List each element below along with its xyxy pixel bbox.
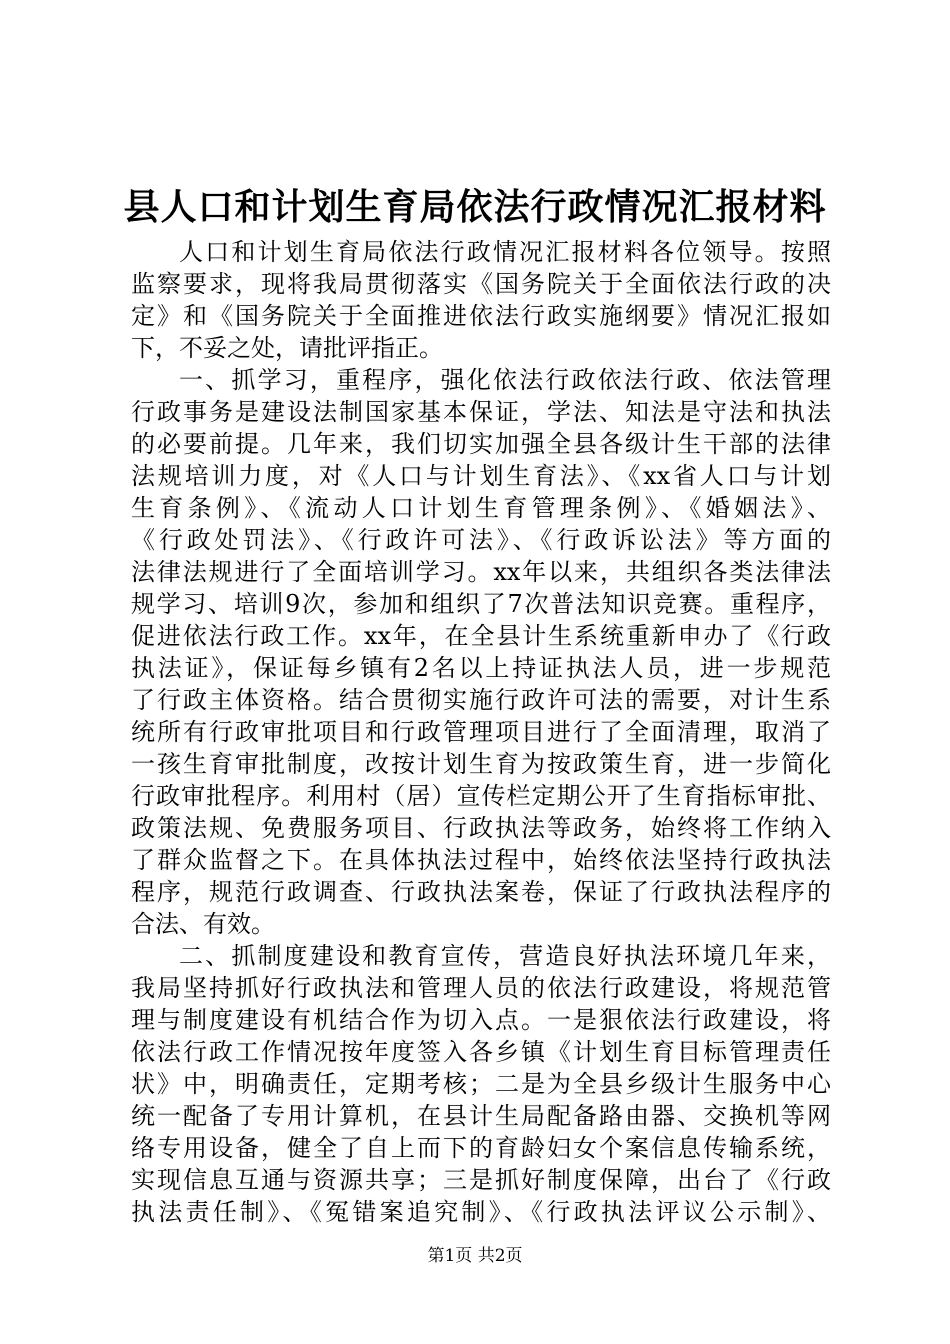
text-line: 下，不妥之处，请批评指正。 <box>131 334 443 362</box>
text-line: 理与制度建设有机结合作为切入点。一是狠依法行政建设，将 <box>131 1006 831 1034</box>
text-line: 的必要前提。几年来，我们切实加强全县各级计生干部的法律 <box>131 430 831 458</box>
text-line: 络专用设备，健全了自上而下的育龄妇女个案信息传输系统， <box>131 1134 831 1162</box>
text-line: 执法证》，保证每乡镇有2名以上持证执法人员，进一步规范 <box>131 654 831 682</box>
page-footer <box>0 1244 950 1268</box>
paragraph-3 <box>131 940 831 1228</box>
text-line: 生育条例》、《流动人口计划生育管理条例》、《婚姻法》、 <box>131 494 831 522</box>
text-line: 规学习、培训9次，参加和组织了7次普法知识竞赛。重程序， <box>131 590 831 618</box>
text-line: 我局坚持抓好行政执法和管理人员的依法行政建设，将规范管 <box>131 974 831 1002</box>
text-line: 定》和《国务院关于全面推进依法行政实施纲要》情况汇报如 <box>131 302 831 330</box>
text-line: 一、抓学习，重程序，强化依法行政依法行政、依法管理 <box>179 366 831 394</box>
text-line: 统一配备了专用计算机，在县计生局配备路由器、交换机等网 <box>131 1102 831 1130</box>
page-number: 第1页 共2页 <box>427 1246 523 1266</box>
text-line: 法规培训力度，对《人口与计划生育法》、《xx省人口与计划 <box>131 462 831 490</box>
text-line: 状》中，明确责任，定期考核；二是为全县乡级计生服务中心 <box>131 1070 831 1098</box>
text-line: 行政事务是建设法制国家基本保证，学法、知法是守法和执法 <box>131 398 831 426</box>
paragraph-1 <box>131 236 831 364</box>
text-line: 监察要求，现将我局贯彻落实《国务院关于全面依法行政的决 <box>131 270 831 298</box>
text-line: 了群众监督之下。在具体执法过程中，始终依法坚持行政执法 <box>131 846 831 874</box>
text-line: 一孩生育审批制度，改按计划生育为按政策生育，进一步简化 <box>131 750 831 778</box>
text-line: 合法、有效。 <box>131 910 275 938</box>
text-line: 了行政主体资格。结合贯彻实施行政许可法的需要，对计生系 <box>131 686 831 714</box>
paragraph-2 <box>131 364 831 940</box>
document-title: 县人口和计划生育局依法行政情况汇报材料 <box>123 186 827 228</box>
text-line: 人口和计划生育局依法行政情况汇报材料各位领导。按照 <box>179 238 831 266</box>
text-line: 二、抓制度建设和教育宣传，营造良好执法环境几年来， <box>179 942 831 970</box>
text-line: 统所有行政审批项目和行政管理项目进行了全面清理，取消了 <box>131 718 831 746</box>
text-line: 执法责任制》、《冤错案追究制》、《行政执法评议公示制》、 <box>131 1198 831 1226</box>
text-line: 促进依法行政工作。xx年，在全县计生系统重新申办了《行政 <box>131 622 831 650</box>
text-line: 实现信息互通与资源共享；三是抓好制度保障，出台了《行政 <box>131 1166 831 1194</box>
text-line: 依法行政工作情况按年度签入各乡镇《计划生育目标管理责任 <box>131 1038 831 1066</box>
document-body <box>131 236 831 1228</box>
text-line: 行政审批程序。利用村（居）宣传栏定期公开了生育指标审批、 <box>131 782 831 810</box>
text-line: 《行政处罚法》、《行政许可法》、《行政诉讼法》等方面的 <box>131 526 831 554</box>
text-line: 程序，规范行政调查、行政执法案卷，保证了行政执法程序的 <box>131 878 831 906</box>
text-line: 法律法规进行了全面培训学习。xx年以来，共组织各类法律法 <box>131 558 831 586</box>
text-line: 政策法规、免费服务项目、行政执法等政务，始终将工作纳入 <box>131 814 831 842</box>
